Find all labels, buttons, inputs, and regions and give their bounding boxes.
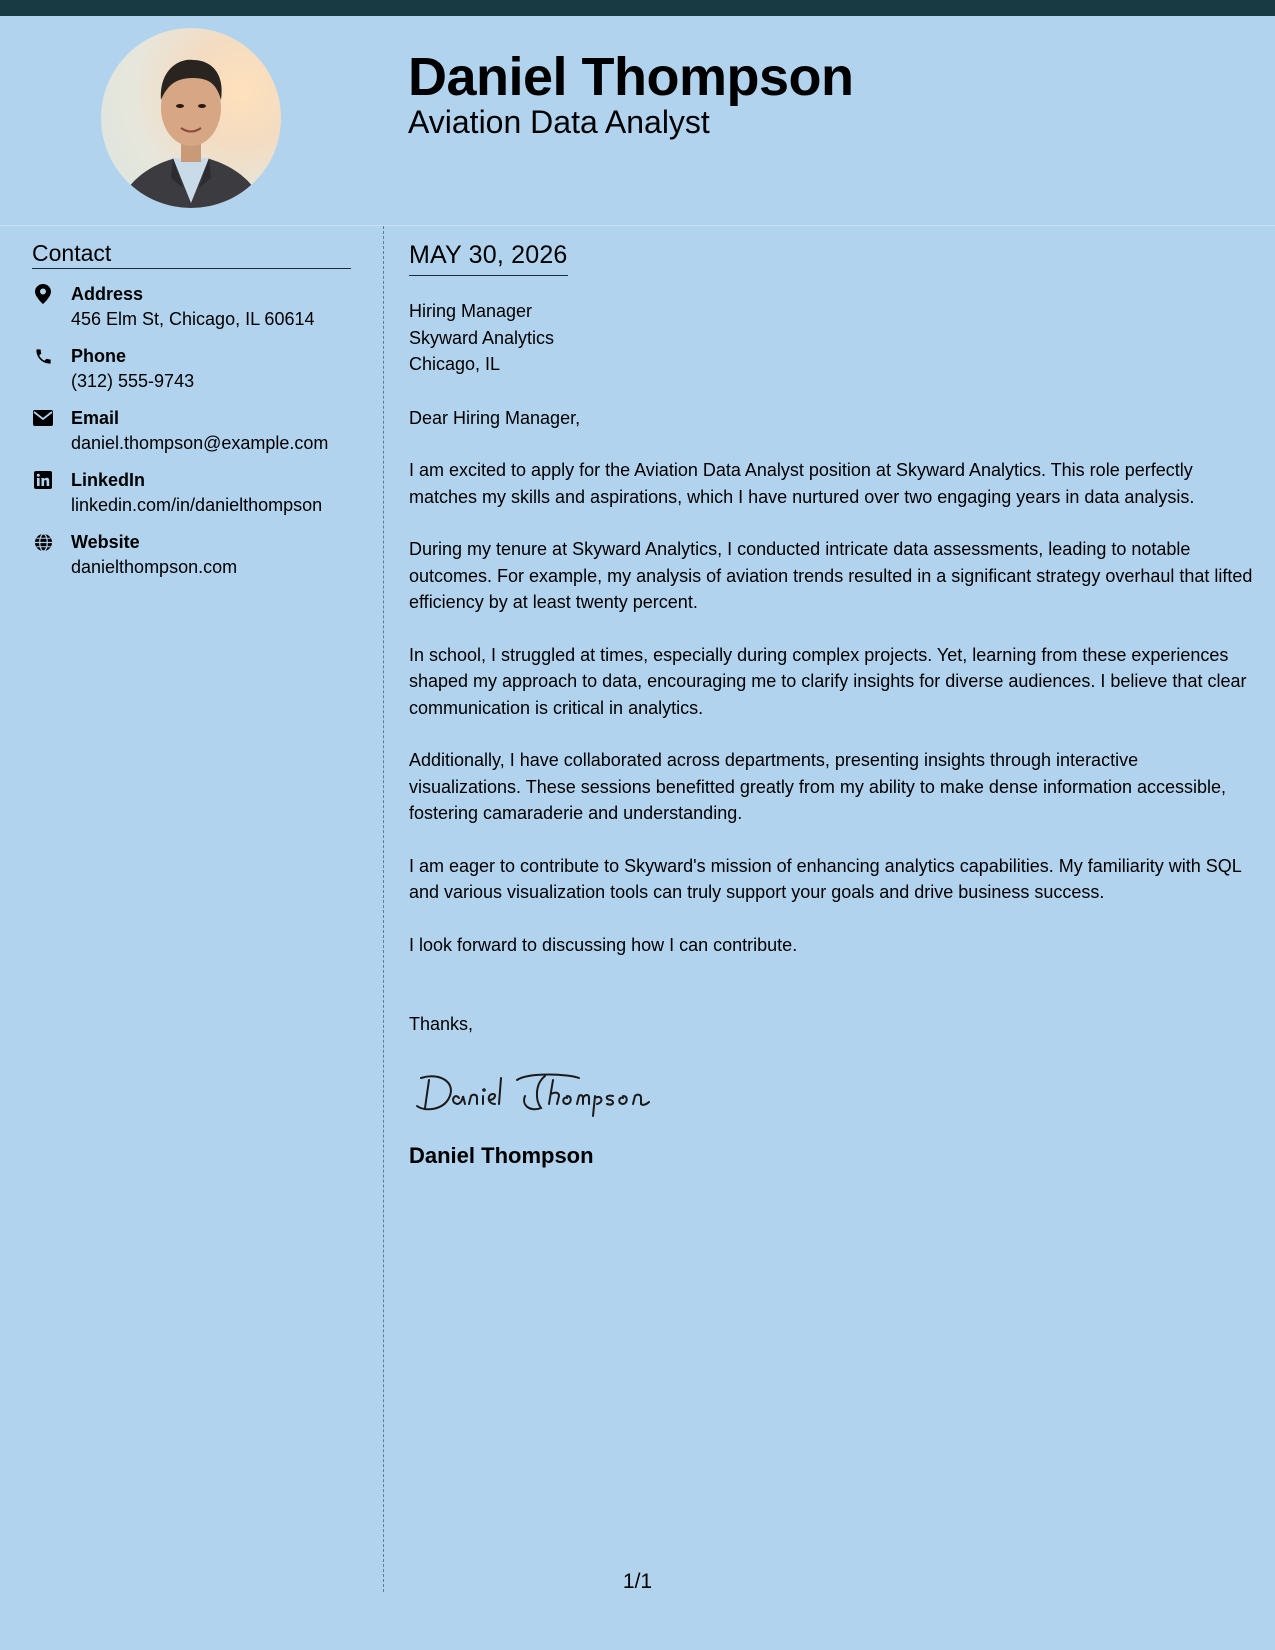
contact-value[interactable]: linkedin.com/in/danielthompson xyxy=(71,495,323,516)
letter-paragraph: I look forward to discussing how I can contribute. xyxy=(409,934,798,955)
handwritten-signature xyxy=(409,1066,669,1121)
contact-value[interactable]: daniel.thompson@example.com xyxy=(71,433,329,454)
letter-paragraph: During my tenure at Skyward Analytics, I conducted intricate data assessments, leading to notable outcomes. For example, my analysis of aviation trends resulted in a significant strategy overhaul that lifted efficiency by at least twenty percent. xyxy=(409,539,1253,612)
letter-paragraph: Additionally, I have collaborated across departments, presenting insights through interactive visualizations. These sessions benefitted greatly from my ability to make dense information accessible, fostering camaraderie and understanding. xyxy=(409,750,1227,823)
contact-label: Address xyxy=(71,284,144,305)
contact-label: LinkedIn xyxy=(71,470,146,491)
contact-item-email xyxy=(32,406,351,455)
contact-label: Phone xyxy=(71,346,127,367)
phone-icon xyxy=(32,345,54,367)
contact-heading: Contact xyxy=(32,240,351,269)
portrait-illustration xyxy=(101,28,281,208)
header xyxy=(0,16,1275,226)
contact-value: (312) 555-9743 xyxy=(71,371,195,392)
contact-label: Website xyxy=(71,532,140,553)
letter-paragraph: In school, I struggled at times, especially during complex projects. Yet, learning from these experiences shaped my approach to data, encouraging me to clarify insights for diverse audiences. I believe that clear communication is critical in analytics. xyxy=(409,644,1247,718)
recipient-line: Hiring Manager xyxy=(409,301,533,321)
linkedin-icon xyxy=(32,469,54,491)
signer-name: Daniel Thompson xyxy=(409,1142,594,1168)
applicant-name: Daniel Thompson xyxy=(408,47,854,107)
contact-item-website xyxy=(32,530,351,579)
map-pin-icon xyxy=(32,283,54,305)
globe-icon xyxy=(32,531,54,553)
page-number: 1/1 xyxy=(622,1570,653,1593)
contact-value: 456 Elm St, Chicago, IL 60614 xyxy=(71,309,315,330)
letter-date: MAY 30, 2026 xyxy=(409,240,568,276)
recipient-block xyxy=(409,298,1254,378)
recipient-line: Chicago, IL xyxy=(409,354,501,374)
top-accent-bar xyxy=(0,0,1275,16)
contact-item-phone xyxy=(32,344,351,393)
applicant-job-title: Aviation Data Analyst xyxy=(408,104,710,140)
column-divider xyxy=(383,226,384,1592)
contact-value[interactable]: danielthompson.com xyxy=(71,557,238,578)
envelope-icon xyxy=(32,407,54,429)
recipient-line: Skyward Analytics xyxy=(409,327,555,348)
closing: Thanks, xyxy=(409,1014,474,1034)
greeting: Dear Hiring Manager, xyxy=(409,407,581,428)
profile-photo xyxy=(101,28,281,208)
contact-sidebar xyxy=(32,240,351,579)
letter-paragraph: I am eager to contribute to Skyward's mission of enhancing analytics capabilities. My familiarity with SQL and various visualization tools can truly support your goals and drive business success. xyxy=(409,855,1242,902)
contact-item-linkedin xyxy=(32,468,351,517)
contact-label: Email xyxy=(71,408,120,429)
letter-paragraph: I am excited to apply for the Aviation Data Analyst position at Skyward Analytics. This role perfectly matches my skills and aspirations, which I have nurtured over two engaging years in data analysis. xyxy=(409,460,1195,507)
letter-body xyxy=(409,240,1254,1169)
contact-item-address xyxy=(32,282,351,331)
